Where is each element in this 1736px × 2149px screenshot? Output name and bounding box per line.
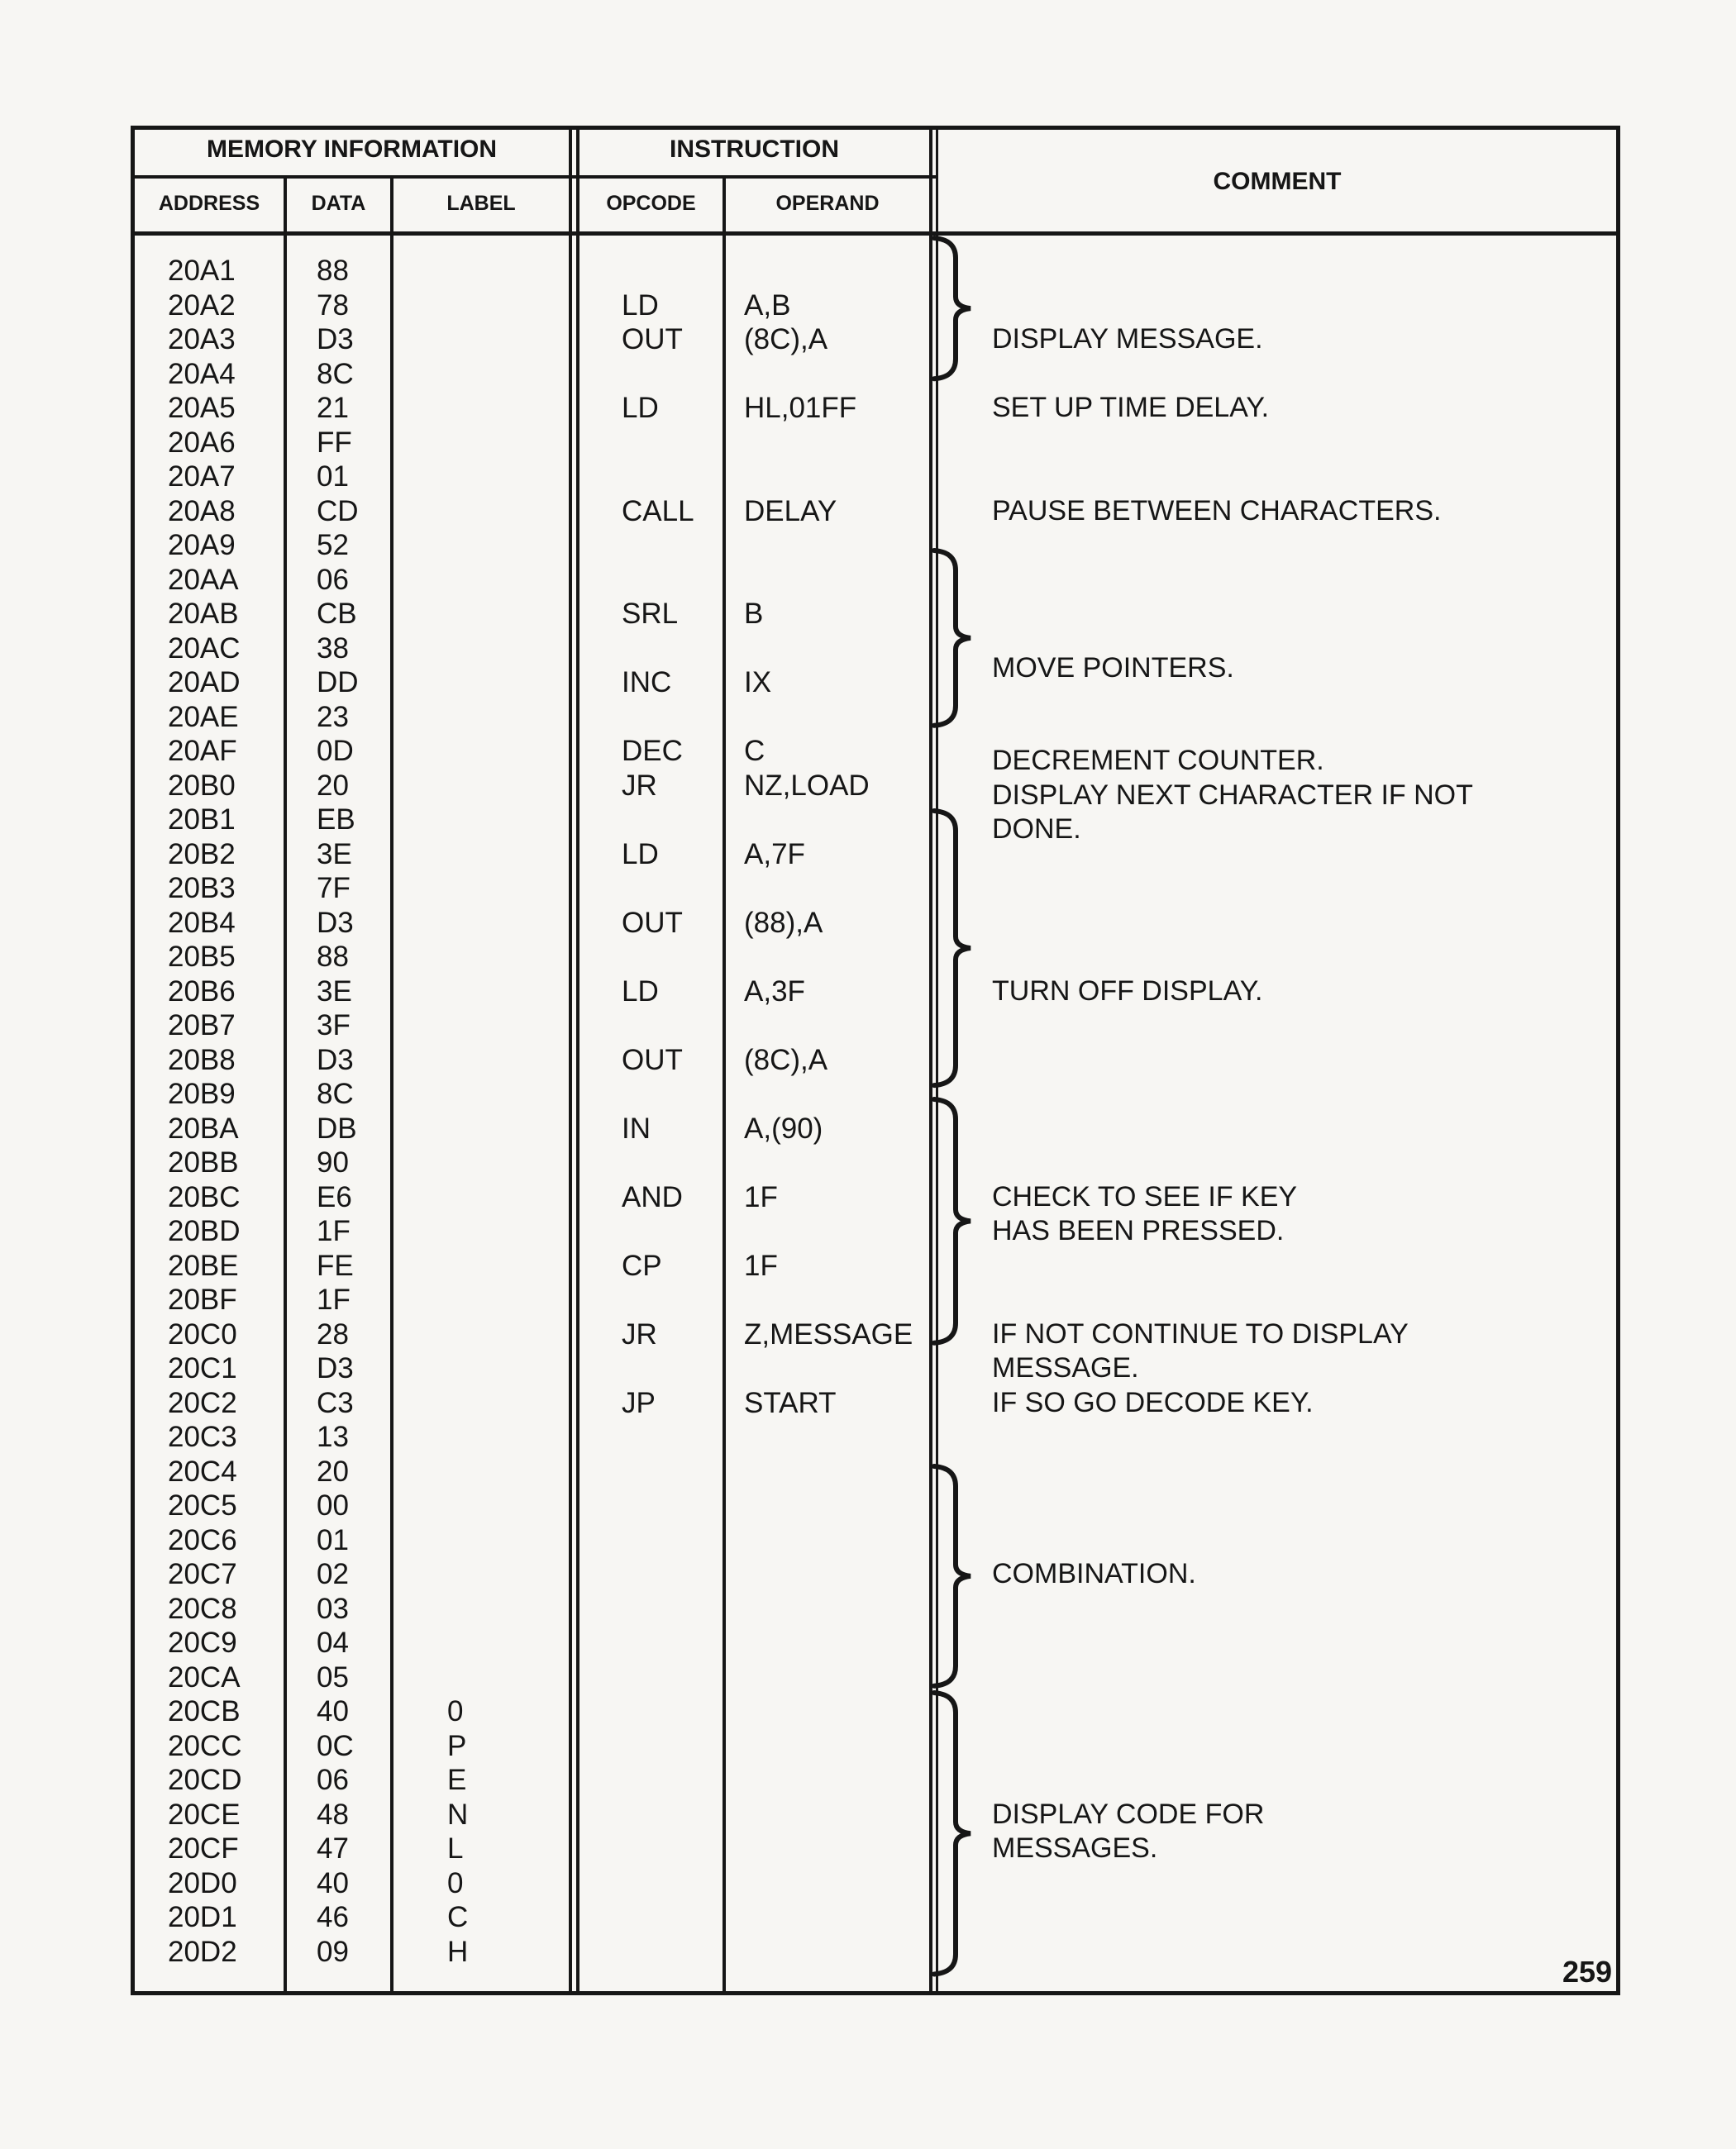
data-column-header: DATA (311, 192, 366, 215)
curly-brace-path (934, 811, 971, 1085)
data-cell: 8C (317, 357, 354, 390)
operand-cell: (8C),A (744, 1043, 828, 1076)
opcode-cell: OUT (622, 323, 683, 355)
operand-cell: Z,MESSAGE (744, 1318, 913, 1351)
label-cell (447, 1386, 468, 1421)
data-cell: 04 (317, 1627, 349, 1659)
label-cell (447, 288, 468, 323)
label-cell (447, 322, 468, 357)
data-cell: 0C (317, 1729, 354, 1762)
opcode-cell: LD (622, 288, 659, 322)
curly-brace (932, 809, 982, 1087)
data-cell: C3 (317, 1386, 354, 1419)
address-cell: 20D1 (168, 1901, 237, 1933)
label-cell (447, 1455, 468, 1489)
curly-brace-path (934, 1466, 971, 1686)
address-cell: 20A2 (168, 288, 236, 322)
operand-cell: A,(90) (744, 1112, 823, 1145)
label-cell (447, 837, 468, 872)
memory-information-header: MEMORY INFORMATION (206, 136, 498, 163)
label-cell (447, 460, 468, 494)
address-cell: 20B1 (168, 803, 236, 836)
data-cell: 21 (317, 392, 349, 424)
address-cell: 20B6 (168, 974, 236, 1008)
curly-brace-path (934, 238, 971, 379)
label-column-header: LABEL (446, 192, 516, 215)
label-cell (447, 631, 468, 666)
address-cell: 20AA (168, 563, 239, 596)
address-cell: 20B8 (168, 1043, 236, 1076)
label-cell (447, 1214, 468, 1249)
opcode-cell: CP (622, 1249, 662, 1282)
address-cell: 20AF (168, 735, 237, 767)
data-cell: 40 (317, 1695, 349, 1727)
address-cell: 20A3 (168, 323, 236, 355)
address-cell: 20A5 (168, 392, 236, 424)
curly-brace (932, 549, 982, 727)
comment-line: MESSAGE. (992, 1352, 1139, 1384)
data-cell: 02 (317, 1558, 349, 1590)
data-cell: 90 (317, 1146, 349, 1179)
label-cell (447, 769, 468, 803)
data-cell: 28 (317, 1318, 349, 1351)
label-cell (447, 1592, 468, 1627)
data-cell: 88 (317, 941, 349, 973)
label-cell (447, 700, 468, 735)
data-cell: 05 (317, 1661, 349, 1694)
label-cell (447, 1557, 468, 1592)
data-cell: CB (317, 598, 357, 630)
address-cell: 20A1 (168, 255, 236, 287)
data-cell: DD (317, 666, 359, 698)
label-cell (447, 974, 468, 1009)
label-cell (447, 1008, 468, 1043)
data-cell: 20 (317, 769, 349, 802)
comment-block (992, 744, 1473, 847)
opcode-cell: JR (622, 1318, 657, 1351)
data-cell: 06 (317, 563, 349, 596)
data-cell: D3 (317, 906, 354, 939)
opcode-cell: LD (622, 974, 659, 1008)
opcode-cell: AND (622, 1180, 683, 1213)
opcode-cell: IN (622, 1112, 651, 1145)
data-cell: 01 (317, 460, 349, 493)
label-cell (447, 563, 468, 598)
data-cell: 38 (317, 631, 349, 665)
curly-brace-path (934, 550, 971, 726)
address-cell: 20BA (168, 1112, 239, 1145)
address-cell: 20AE (168, 700, 239, 733)
label-cell (447, 1661, 468, 1695)
opcode-cell: LD (622, 837, 659, 870)
address-cell: 20B0 (168, 769, 236, 802)
label-cell: 0 (447, 1695, 464, 1727)
label-cell (447, 494, 468, 529)
address-cell: 20C8 (168, 1592, 237, 1625)
label-cell (447, 940, 468, 974)
address-cell: 20A8 (168, 494, 236, 527)
address-cell: 20C7 (168, 1558, 237, 1590)
opcode-column-header: OPCODE (606, 192, 696, 215)
comment-block (992, 1557, 1196, 1592)
data-cell: 78 (317, 288, 349, 322)
label-cell (447, 528, 468, 563)
operand-cell: (88),A (744, 906, 823, 939)
label-cell: H (447, 1935, 469, 1968)
address-cell: 20C0 (168, 1318, 237, 1351)
operand-cell: A,3F (744, 974, 805, 1008)
label-cell (447, 1146, 468, 1180)
label-cell (447, 1043, 468, 1078)
operand-cell: START (744, 1386, 837, 1419)
address-cell: 20CA (168, 1661, 241, 1694)
label-cell (447, 1077, 468, 1112)
comment-line: DISPLAY MESSAGE. (992, 323, 1263, 355)
curly-brace-path (934, 1693, 971, 1974)
address-cell: 20A9 (168, 529, 236, 561)
page-number: 259 (1562, 1955, 1613, 1989)
data-cell: EB (317, 803, 355, 836)
rule-opcode-operand (723, 175, 726, 1994)
comment-block (992, 1798, 1264, 1866)
address-cell: 20B4 (168, 906, 236, 939)
address-cell: 20C5 (168, 1489, 237, 1522)
address-cell: 20A7 (168, 460, 236, 493)
label-cell: N (447, 1798, 469, 1831)
comment-line: IF SO GO DECODE KEY. (992, 1386, 1314, 1418)
address-cell: 20B3 (168, 872, 236, 904)
opcode-cell: JR (622, 769, 657, 802)
data-cell: 13 (317, 1421, 349, 1453)
operand-cell: A,B (744, 288, 791, 322)
label-column (447, 254, 468, 1969)
rule-memory-instruction-a (569, 126, 572, 1995)
address-cell: 20CD (168, 1764, 242, 1796)
label-cell (447, 665, 468, 700)
operand-cell: A,7F (744, 837, 805, 870)
label-cell (447, 734, 468, 769)
data-cell: CD (317, 494, 359, 527)
data-cell: 20 (317, 1455, 349, 1488)
data-cell: E6 (317, 1180, 352, 1213)
opcode-cell: JP (622, 1386, 656, 1419)
comment-line: DONE. (992, 813, 1081, 846)
operand-cell: C (744, 735, 765, 767)
data-column (317, 254, 359, 1969)
data-cell: FF (317, 426, 352, 459)
comment-line: TURN OFF DISPLAY. (992, 974, 1263, 1007)
label-cell (447, 426, 468, 460)
address-cell: 20BE (168, 1249, 239, 1282)
label-cell (447, 1626, 468, 1661)
comment-block (992, 494, 1441, 529)
label-cell: C (447, 1901, 469, 1933)
label-cell: P (447, 1729, 467, 1762)
label-cell (447, 1180, 468, 1215)
comment-line: MOVE POINTERS. (992, 652, 1234, 684)
address-cell: 20AD (168, 666, 241, 698)
address-cell: 20A4 (168, 357, 236, 390)
label-cell: 0 (447, 1866, 464, 1899)
address-cell: 20C1 (168, 1352, 237, 1384)
curly-brace (932, 1098, 982, 1345)
address-cell: 20B7 (168, 1009, 236, 1041)
label-cell (447, 906, 468, 941)
data-cell: 88 (317, 255, 349, 287)
address-cell: 20BC (168, 1180, 241, 1213)
comment-line: SET UP TIME DELAY. (992, 392, 1270, 423)
label-cell (447, 1420, 468, 1455)
operand-cell: (8C),A (744, 323, 828, 355)
address-column (168, 254, 241, 1969)
opcode-cell: SRL (622, 598, 679, 630)
address-cell: 20BB (168, 1146, 239, 1179)
header-rule-top (131, 175, 937, 179)
operand-cell: 1F (744, 1180, 778, 1213)
address-cell: 20C3 (168, 1421, 237, 1453)
data-cell: 3E (317, 837, 352, 870)
comment-block (992, 322, 1263, 357)
address-cell: 20C2 (168, 1386, 237, 1419)
operand-cell: NZ,LOAD (744, 769, 870, 802)
data-cell: 03 (317, 1592, 349, 1625)
comment-line: HAS BEEN PRESSED. (992, 1215, 1285, 1246)
data-cell: 1F (317, 1215, 351, 1247)
address-cell: 20BF (168, 1284, 237, 1316)
comment-line: DISPLAY NEXT CHARACTER IF NOT (992, 779, 1473, 811)
comment-line: COMBINATION. (992, 1558, 1196, 1589)
operand-cell: DELAY (744, 494, 837, 527)
opcode-cell: OUT (622, 906, 683, 939)
comment-line: MESSAGES. (992, 1832, 1158, 1864)
address-cell: 20D0 (168, 1866, 237, 1899)
data-cell: 46 (317, 1901, 349, 1933)
data-cell: FE (317, 1249, 354, 1282)
data-cell: 8C (317, 1078, 354, 1110)
instruction-header: INSTRUCTION (670, 136, 839, 163)
comment-line: IF NOT CONTINUE TO DISPLAY (992, 1318, 1409, 1350)
comment-line: PAUSE BETWEEN CHARACTERS. (992, 494, 1442, 527)
operand-column-header: OPERAND (775, 192, 880, 215)
data-cell: D3 (317, 323, 354, 355)
operand-cell: B (744, 598, 764, 630)
comment-block (992, 391, 1269, 426)
label-cell (447, 1351, 468, 1386)
rule-memory-instruction-b (576, 126, 579, 1995)
address-cell: 20CF (168, 1832, 239, 1865)
address-cell: 20AC (168, 631, 241, 665)
address-column-header: ADDRESS (158, 192, 260, 215)
label-cell (447, 254, 468, 288)
data-cell: 52 (317, 529, 349, 561)
opcode-cell: OUT (622, 1043, 683, 1076)
curly-brace (932, 1691, 982, 1975)
label-cell (447, 1489, 468, 1523)
label-cell (447, 1249, 468, 1284)
comment-block (992, 974, 1262, 1009)
label-cell: E (447, 1764, 467, 1796)
curly-brace (932, 236, 982, 380)
address-cell: 20B5 (168, 941, 236, 973)
data-cell: 40 (317, 1866, 349, 1899)
comment-block (992, 651, 1234, 686)
label-cell (447, 1318, 468, 1352)
data-cell: 0D (317, 735, 354, 767)
comment-line: DECREMENT COUNTER. (992, 745, 1324, 777)
data-cell: 06 (317, 1764, 349, 1796)
rule-data-label (390, 175, 393, 1994)
data-cell: 47 (317, 1832, 349, 1865)
operand-cell: IX (744, 666, 772, 698)
data-cell: 09 (317, 1935, 349, 1968)
address-cell: 20AB (168, 598, 239, 630)
label-cell (447, 391, 468, 426)
address-cell: 20B2 (168, 837, 236, 870)
label-cell (447, 1283, 468, 1318)
address-cell: 20CE (168, 1798, 241, 1831)
address-cell: 20A6 (168, 426, 236, 459)
data-cell: 3E (317, 974, 352, 1008)
address-cell: 20C9 (168, 1627, 237, 1659)
operand-cell: 1F (744, 1249, 778, 1282)
data-cell: 01 (317, 1523, 349, 1556)
opcode-cell: LD (622, 392, 659, 424)
data-cell: 48 (317, 1798, 349, 1831)
header-rule-bottom (131, 231, 1620, 236)
data-cell: 3F (317, 1009, 351, 1041)
curly-brace-path (934, 1099, 971, 1343)
data-cell: 23 (317, 700, 349, 733)
address-cell: 20C6 (168, 1523, 237, 1556)
address-cell: 20CC (168, 1729, 242, 1762)
curly-brace (932, 1465, 982, 1688)
label-cell (447, 357, 468, 392)
comment-block (992, 1318, 1409, 1421)
comment-block (992, 1180, 1297, 1249)
address-cell: 20C4 (168, 1455, 237, 1488)
comment-line: CHECK TO SEE IF KEY (992, 1180, 1298, 1213)
data-cell: DB (317, 1112, 357, 1145)
comment-line: DISPLAY CODE FOR (992, 1798, 1265, 1830)
address-cell: 20D2 (168, 1935, 237, 1968)
data-cell: 1F (317, 1284, 351, 1316)
label-cell (447, 803, 468, 837)
opcode-cell: INC (622, 666, 672, 698)
label-cell: L (447, 1832, 464, 1865)
address-cell: 20B9 (168, 1078, 236, 1110)
data-cell: D3 (317, 1043, 354, 1076)
address-cell: 20CB (168, 1695, 241, 1727)
label-cell (447, 597, 468, 631)
label-cell (447, 1112, 468, 1146)
data-cell: 00 (317, 1489, 349, 1522)
opcode-cell: DEC (622, 735, 683, 767)
data-cell: D3 (317, 1352, 354, 1384)
rule-address-data (284, 175, 287, 1994)
opcode-cell: CALL (622, 494, 694, 527)
data-cell: 7F (317, 872, 351, 904)
label-cell (447, 1523, 468, 1558)
operand-cell: HL,01FF (744, 392, 857, 424)
address-cell: 20BD (168, 1215, 241, 1247)
comment-header: COMMENT (1213, 168, 1342, 195)
label-cell (447, 871, 468, 906)
